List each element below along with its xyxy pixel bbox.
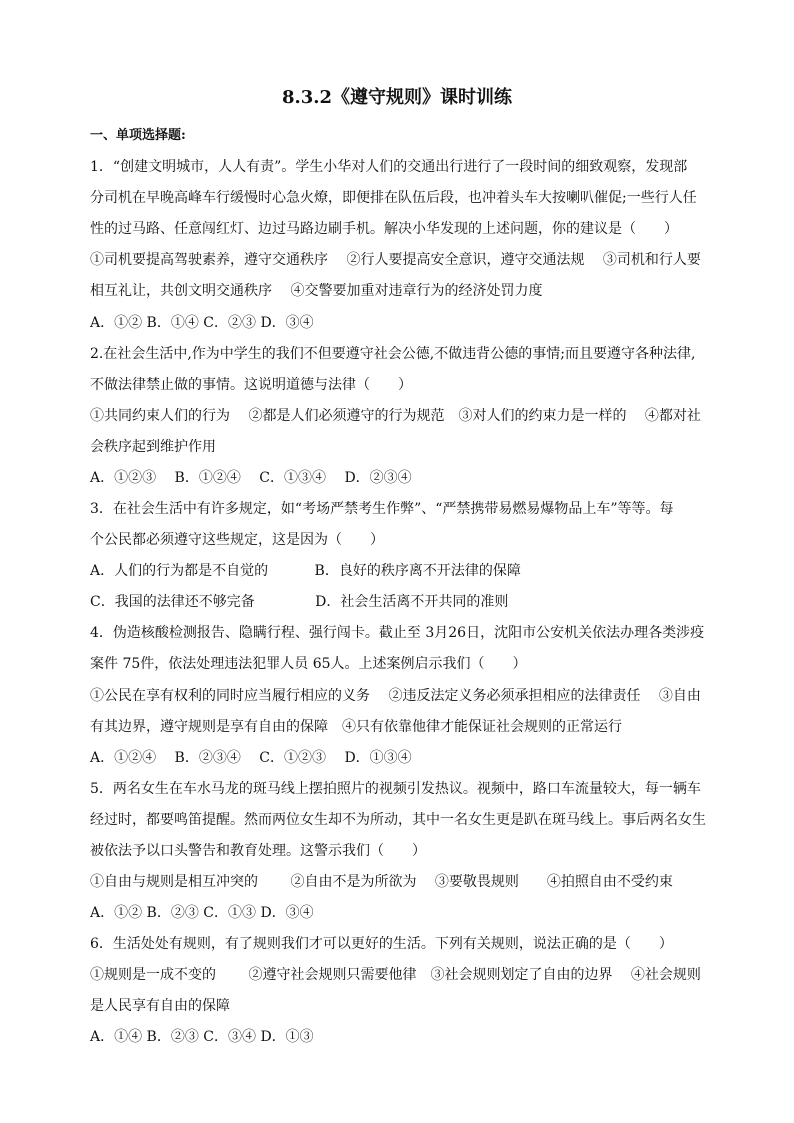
question-4-line-1: 4．伪造核酸检测报告、隐瞒行程、强行闯卡。截止至 3月26日，沈阳市公安机关依法办理各类涉疫 <box>90 625 705 641</box>
question-6-statement-2: 是人民享有自由的保障 <box>90 998 230 1014</box>
question-3-line-1: 3．在社会生活中有许多规定，如“考场严禁考生作弊”、“严禁携带易燃易爆物品上车”等等。每 <box>90 501 674 517</box>
question-3-line-2: 个公民都必须遵守这些规定，这是因为（ ） <box>90 532 384 548</box>
section-heading: 一、单项选择题: <box>90 128 186 143</box>
question-4-line-2: 案件 75件，依法处理违法犯罪人员 65人。上述案例启示我们（ ） <box>90 656 527 672</box>
question-5-statement-1: ①自由与规则是相互冲突的 ②自由不是为所欲为 ③要敬畏规则 ④拍照自由不受约束 <box>90 874 673 890</box>
page-title: 8.3.2《遵守规则》课时训练 <box>281 87 513 108</box>
question-2-line-1: 2.在社会生活中,作为中学生的我们不但要遵守社会公德,不做违背公德的事情;而且要遵守各种法律, <box>90 346 696 362</box>
question-1-line-1: 1．“创建文明城市，人人有责”。学生小华对人们的交通出行进行了一段时间的细致观察，发现部 <box>90 159 688 175</box>
question-4-statement-2: 有其边界，遵守规则是享有自由的保障 ④只有依靠他律才能保证社会规则的正常运行 <box>90 719 622 735</box>
question-2-answers: A．①②③ B．①②④ C．①③④ D．②③④ <box>90 470 412 486</box>
question-3-options-ab: A．人们的行为都是不自觉的 B．良好的秩序离不开法律的保障 <box>90 563 521 579</box>
question-4-answers: A．①②④ B．②③④ C．①②③ D．①③④ <box>90 750 412 766</box>
question-4-statement-1: ①公民在享有权利的同时应当履行相应的义务 ②违反法定义务必须承担相应的法律责任 ③自由 <box>90 688 701 704</box>
question-5-answers: A．①② B．②③ C．①③ D．③④ <box>90 905 314 921</box>
question-3-options-cd: C．我国的法律还不够完备 D．社会生活离不开共同的准则 <box>90 594 509 610</box>
question-2-line-2: 不做法律禁止做的事情。这说明道德与法律（ ） <box>90 377 412 393</box>
question-5-line-3: 被依法予以口头警告和教育处理。这警示我们（ ） <box>90 843 426 859</box>
question-5-line-2: 经过时，都要鸣笛提醒。然而两位女生却不为所动，其中一名女生更是趴在斑马线上。事后两名女生 <box>90 812 706 828</box>
question-6-answers: A．①④ B．②③ C．③④ D．①③ <box>90 1029 314 1045</box>
question-1-statement-1: ①司机要提高驾驶素养，遵守交通秩序 ②行人要提高安全意识，遵守交通法规 ③司机和行人要 <box>90 252 701 268</box>
question-6-statement-1: ①规则是一成不变的 ②遵守社会规则只需要他律 ③社会规则划定了自由的边界 ④社会规则 <box>90 967 701 983</box>
question-5-line-1: 5．两名女生在车水马龙的斑马线上摆拍照片的视频引发热议。视频中，路口车流量较大，每一辆车 <box>90 781 701 797</box>
question-1-statement-2: 相互礼让，共创文明交通秩序 ④交警要加重对违章行为的经济处罚力度 <box>90 283 543 299</box>
question-2-statement-1: ①共同约束人们的行为 ②都是人们必须遵守的行为规范 ③对人们的约束力是一样的 ④都对社 <box>90 408 701 424</box>
question-6-line-1: 6．生活处处有规则，有了规则我们才可以更好的生活。下列有关规则，说法正确的是（ ） <box>90 936 673 952</box>
question-1-line-2: 分司机在早晚高峰车行缓慢时心急火燎，即便排在队伍后段，也冲着头车大按喇叭催促;一些行人任 <box>90 190 697 206</box>
question-1-answers: A．①② B．①④ C．②③ D．③④ <box>90 315 314 331</box>
question-2-statement-2: 会秩序起到维护作用 <box>90 439 216 455</box>
question-1-line-3: 性的过马路、任意闯红灯、边过马路边刷手机。解决小华发现的上述问题，你的建议是（ ） <box>90 221 678 237</box>
